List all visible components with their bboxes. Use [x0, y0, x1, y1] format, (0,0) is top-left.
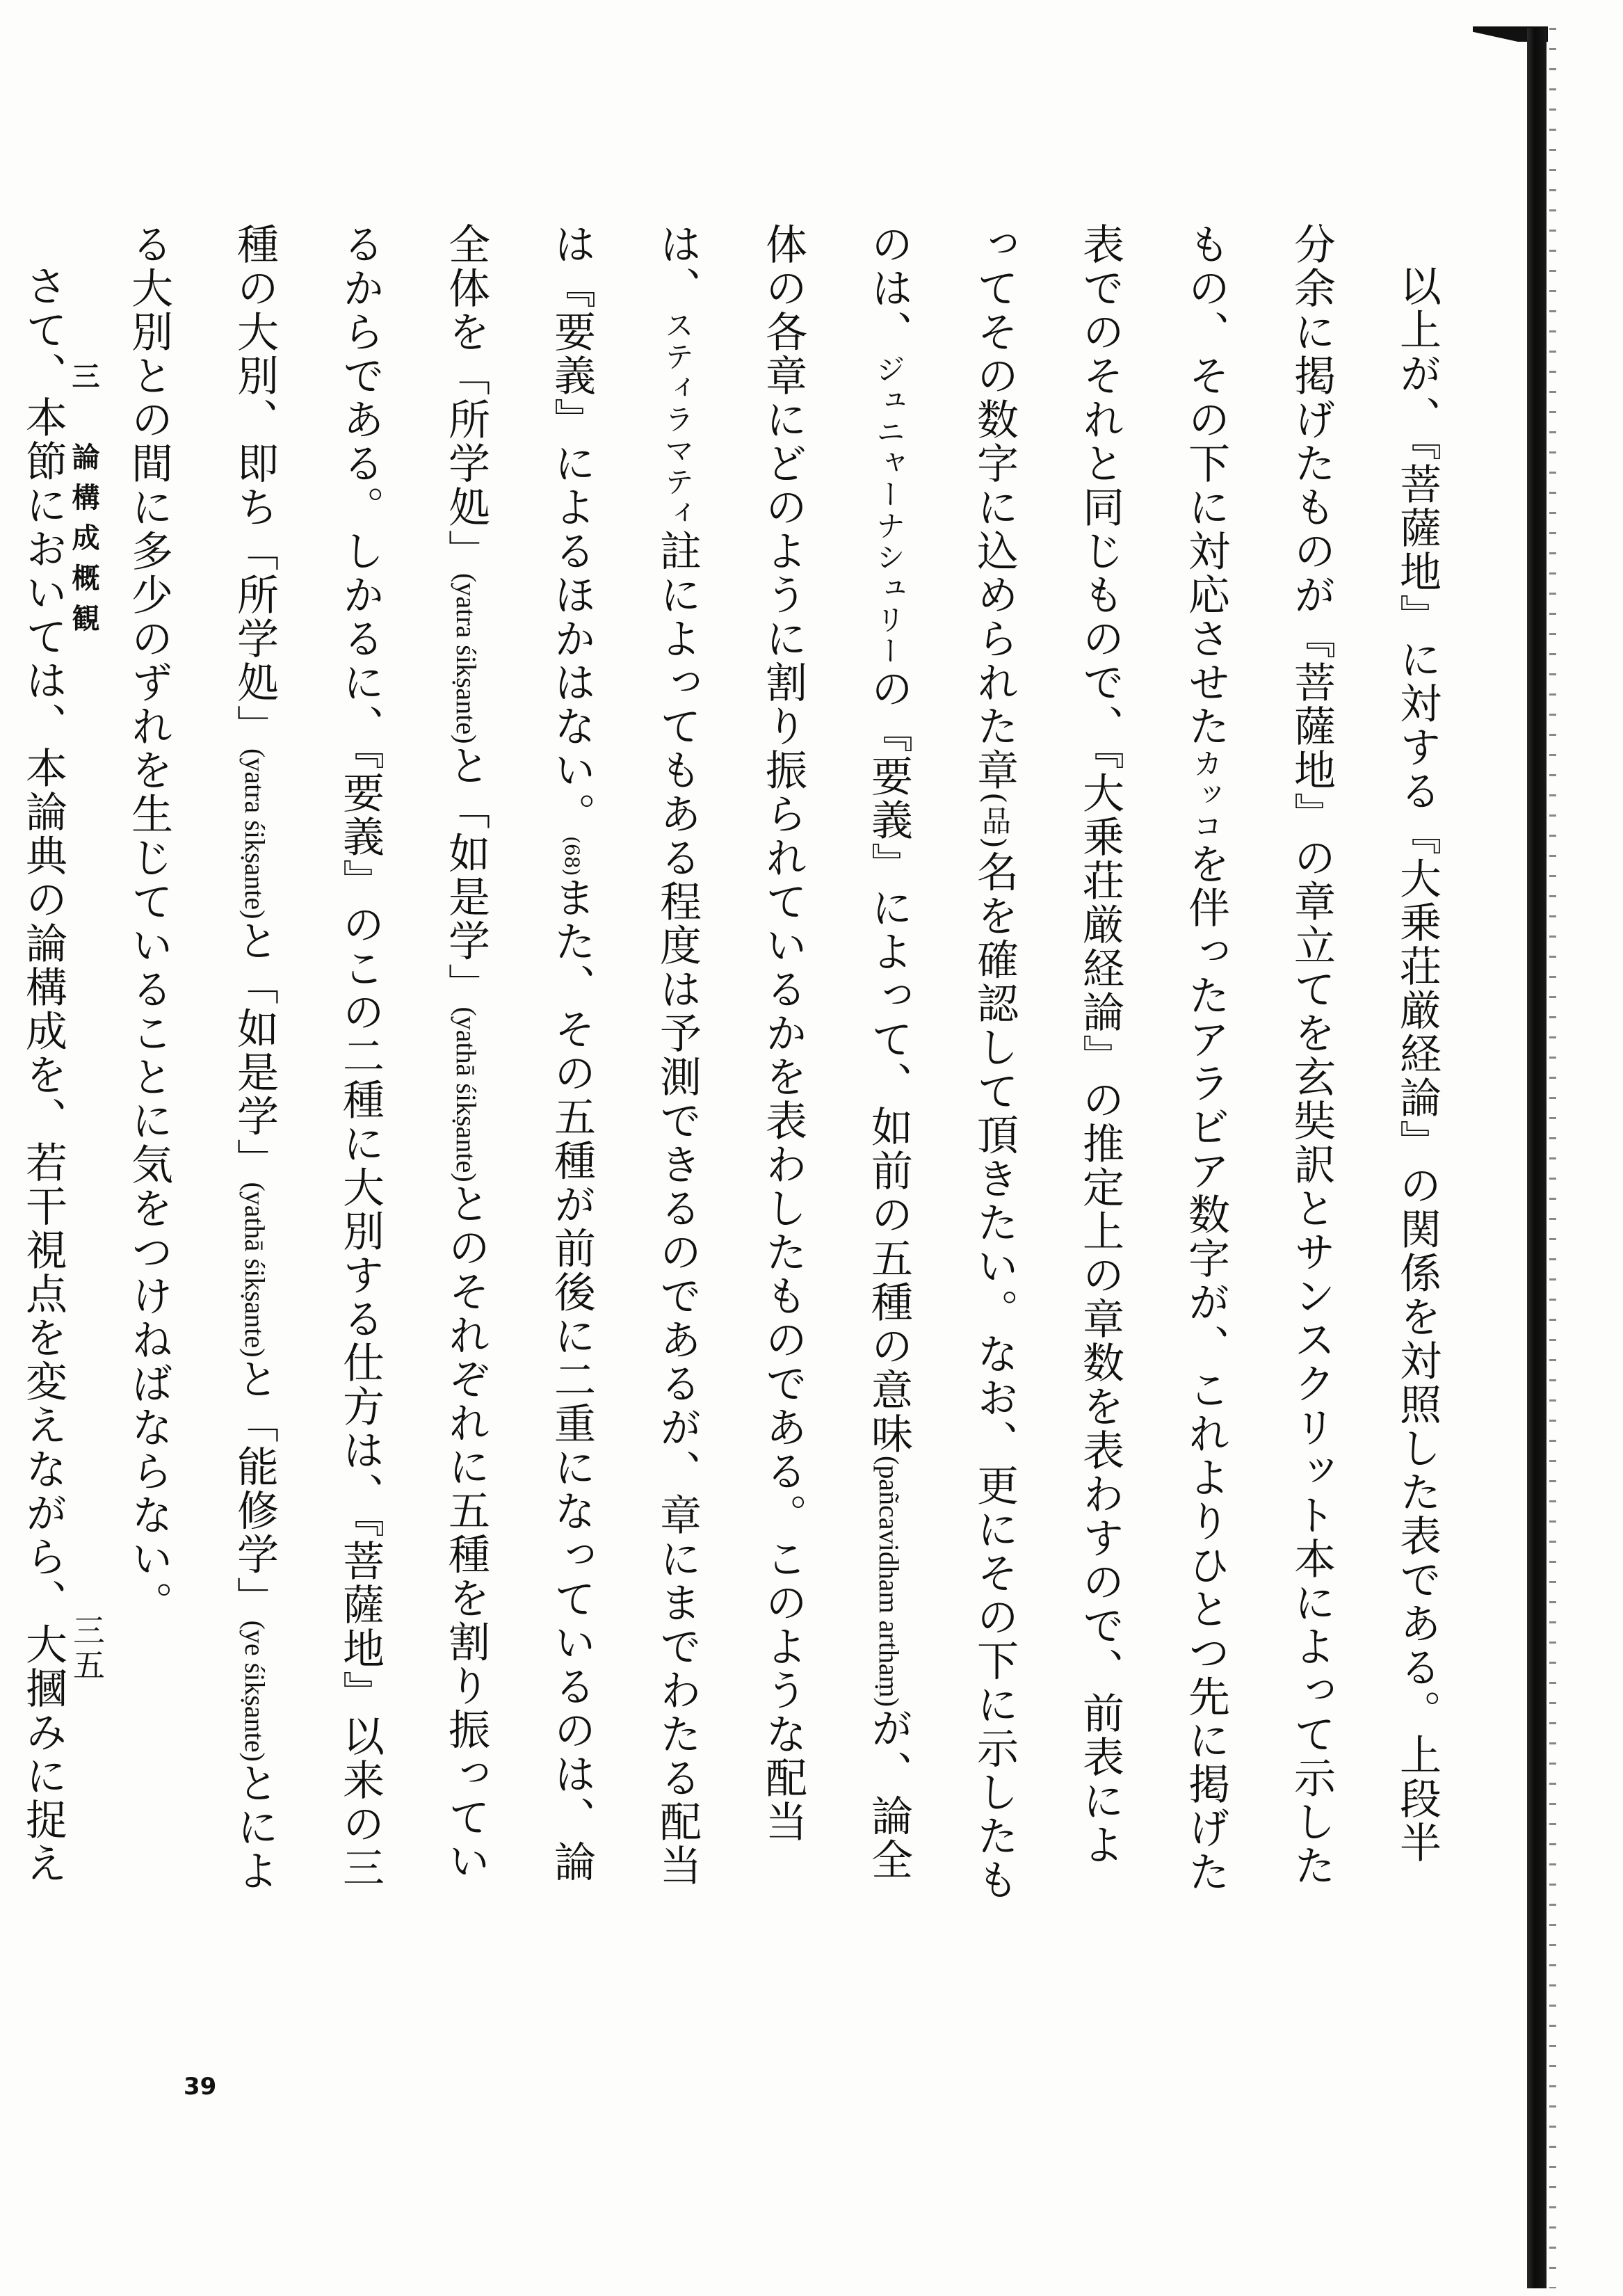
text-run: とによる大別との間に多少のずれを生じていることに気をつけねばならない。	[124, 223, 279, 1893]
text-run: 以上が、『菩薩地』に対する『大乗荘厳経論』の関係を対照した表である。上段半分余に掲げたものが『菩薩地』の章立てを玄奘訳とサンスクリット本によって示したもの、その下に対応させた	[1181, 223, 1442, 1888]
running-head: 三 論構成概観	[67, 362, 99, 644]
sanskrit-term: (yatra śikṣante)	[239, 748, 270, 920]
text-run: と「能修学」	[230, 1357, 279, 1621]
small-kana-run: ジュニャーナシュリー	[872, 354, 906, 667]
page-number-kanji: 三五	[68, 1614, 106, 1683]
text-run: の『要義』によって、如前の五種の意味	[864, 667, 913, 1456]
sanskrit-term: (yathā śikṣante)	[451, 1006, 482, 1182]
text-run: とのそれぞれに五種を割り振っているからである。しかるに、『要義』のこの二種に大別する仕方は、『菩薩地』以来の三種の大別、即ち「所学処」	[230, 223, 490, 1890]
text-run: が、論全体の各章にどのように割り振られているかを表わしたものである。このような配当は、	[653, 223, 913, 1882]
paragraph-table-explanation	[96, 223, 1470, 1906]
text-run: 註によってもある程度は予測できるのであるが、章にまでわたる配当は『要義』によるほかはない。	[547, 223, 702, 1888]
note-reference: (68)	[560, 836, 583, 876]
sanskrit-term: (yatra śikṣante)	[451, 573, 482, 744]
text-run: と「如是学」	[442, 744, 490, 1007]
sanskrit-term: (pañcavidham arthaṃ)	[873, 1456, 905, 1707]
small-kana-run: (品)	[978, 792, 1012, 851]
sanskrit-term: (ye śikṣante)	[239, 1620, 270, 1762]
small-kana-run: スティラマティ	[661, 310, 695, 529]
binding-edge-shadow	[1527, 28, 1547, 2288]
text-run: を伴ったアラビア数字が、これよりひとつ先に掲げた表でのそれと同じもので、『大乗荘厳経論』の推定上の章数を表わすので、前表によってその数字に込められた章	[970, 223, 1230, 1894]
text-run: また、その五種が前後に二重になっているのは、論全体を「所学処」	[442, 223, 596, 1884]
page-number: 39	[184, 2073, 217, 2101]
text-run: と「如是学」	[230, 919, 279, 1182]
binding-edge-specks	[1549, 28, 1556, 2288]
body-text-vertical	[0, 223, 1470, 1906]
text-run: さて、本節においては、本論典の論構成を、若干視点を変えながら、大摑みに捉え	[19, 264, 67, 1886]
small-kana-run: カッコ	[1189, 748, 1223, 842]
text-run: 名を確認して頂きたい。なお、更にその下に示したものは、	[864, 223, 1019, 1902]
sanskrit-term: (yathā śikṣante)	[239, 1182, 270, 1358]
